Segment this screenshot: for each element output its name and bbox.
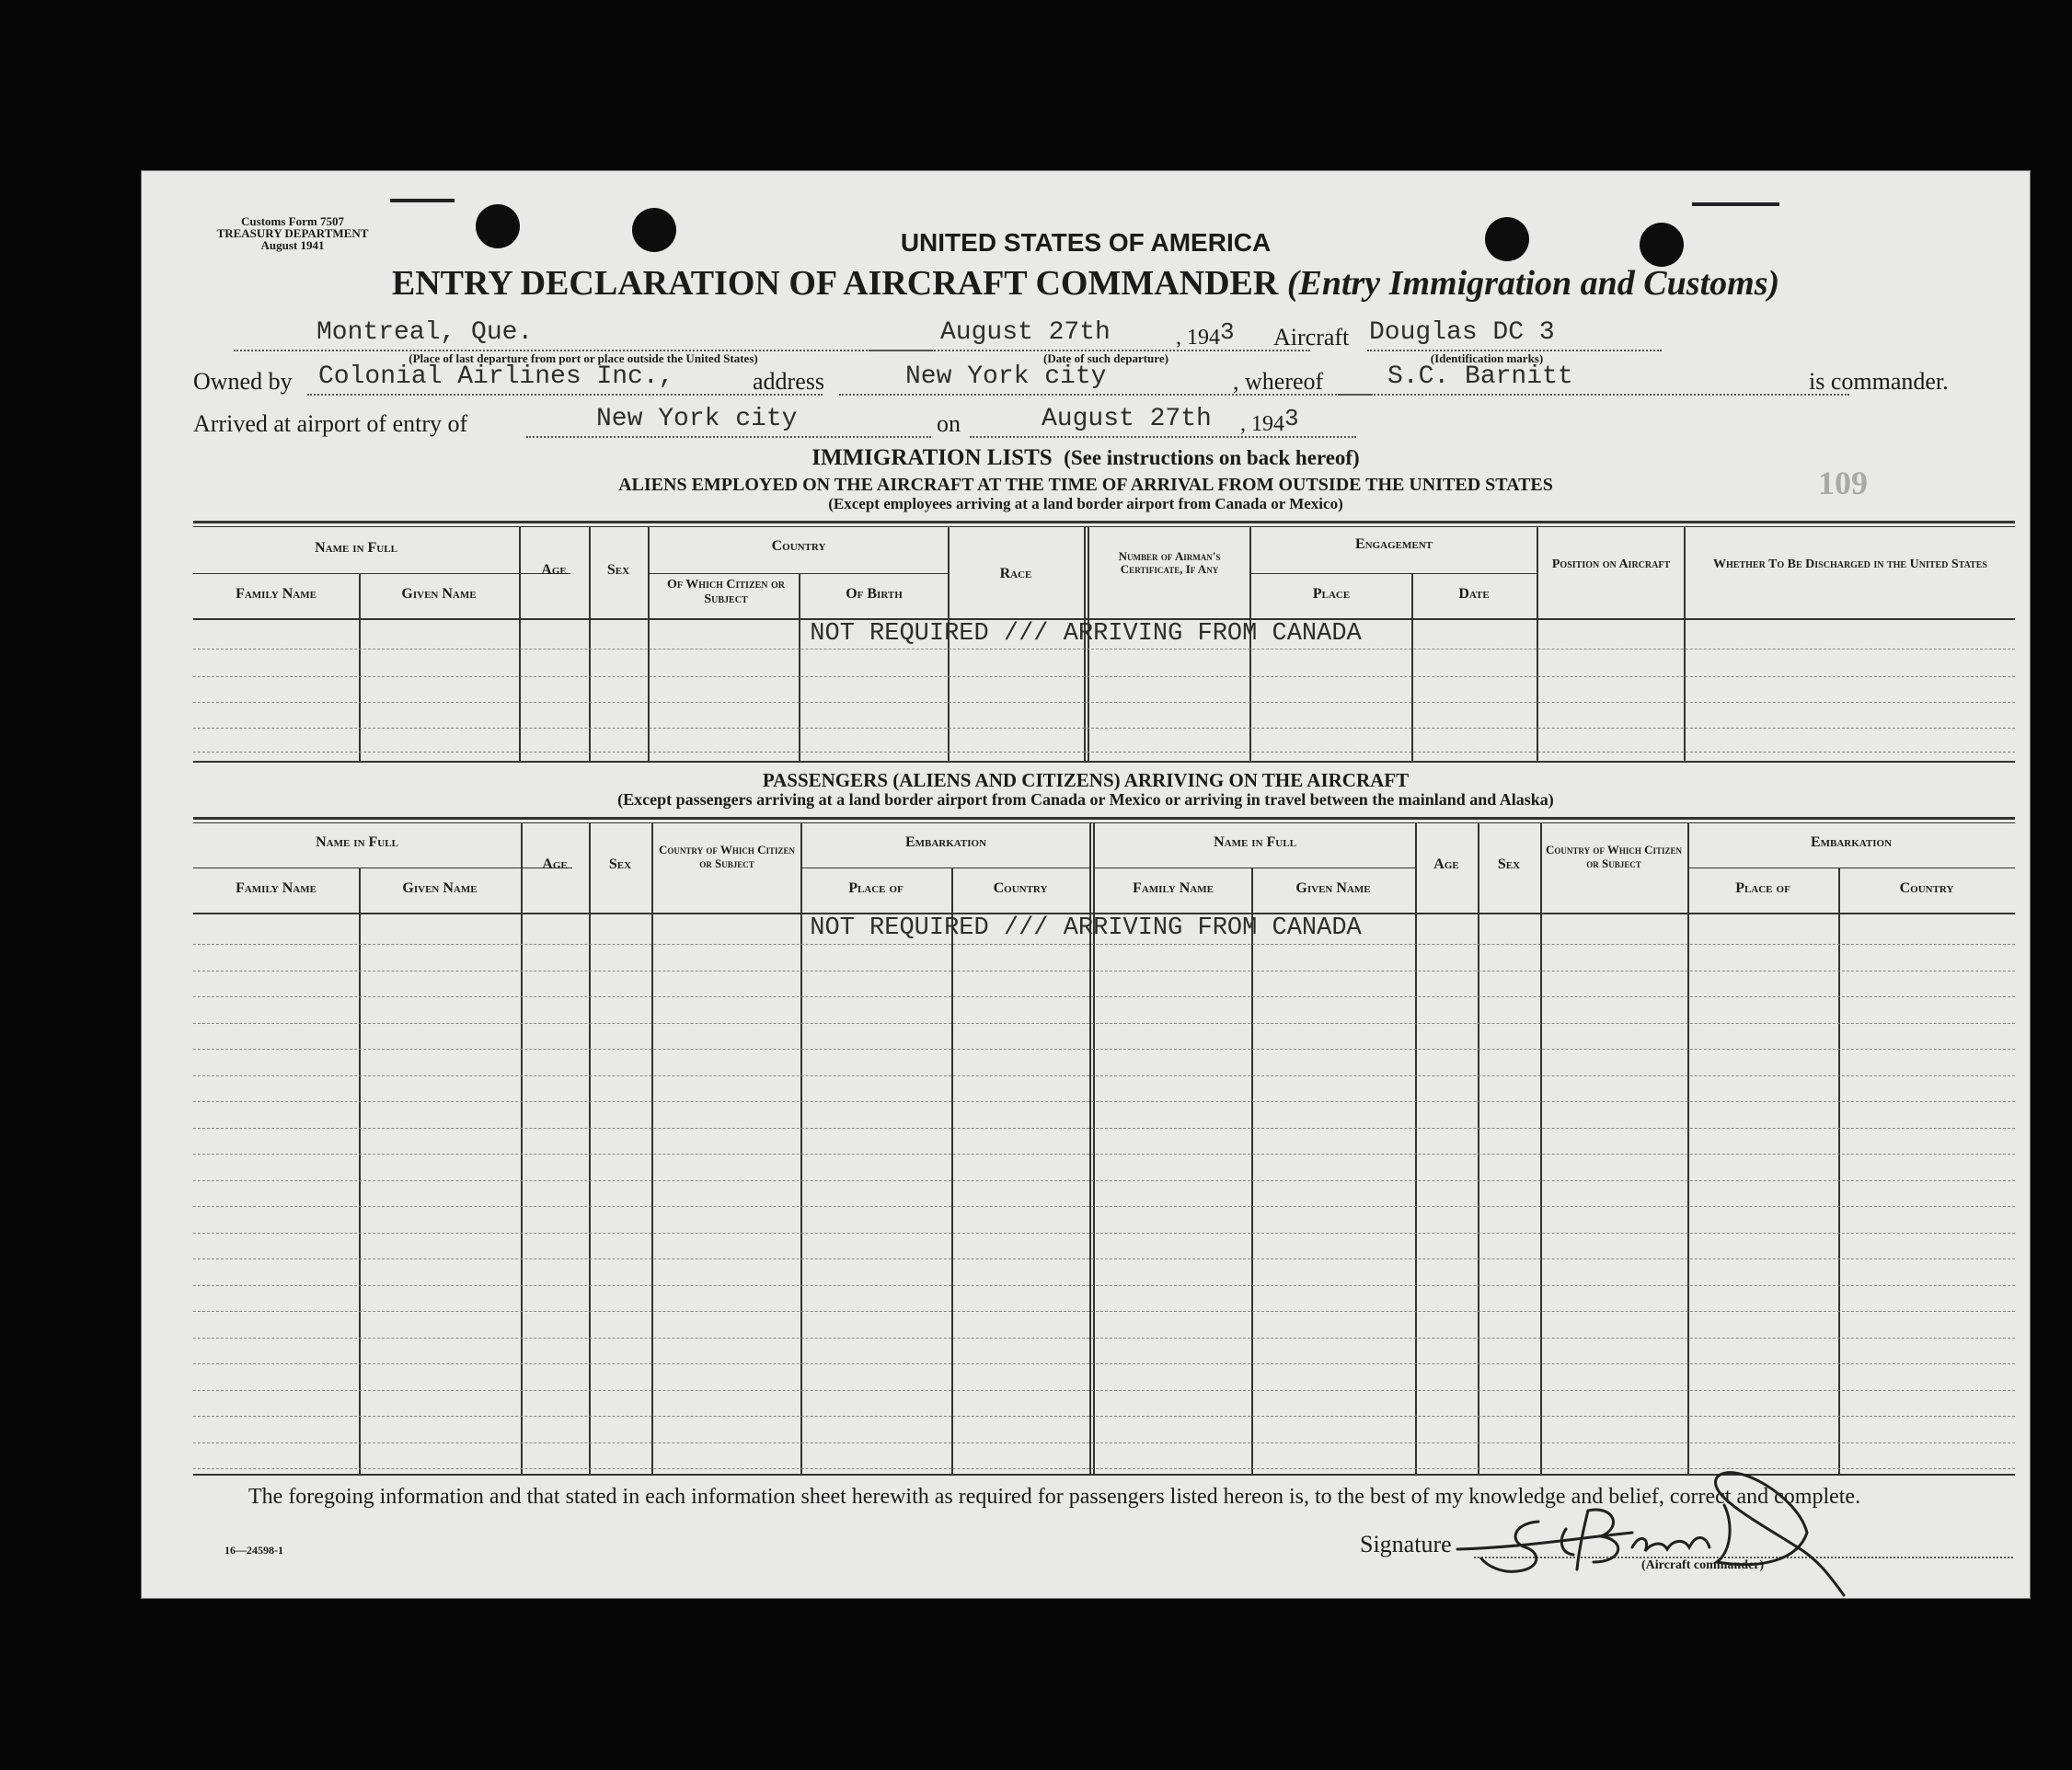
title-paren: (Entry Immigration and Customs)	[1286, 264, 1780, 303]
commander-name: S.C. Barnitt	[1387, 362, 1573, 391]
passengers-subtitle: (Except passengers arriving at a land border airport from Canada or Mexico or arriving in travel between the mainland and Alaska)	[617, 790, 1554, 809]
immigration-subtitle-note: (Except employees arriving at a land border airport from Canada or Mexico)	[828, 495, 1343, 512]
col-country-citizen: Country of Which Citizen or Subject	[659, 843, 795, 870]
row-guide-line	[193, 1180, 2015, 1181]
form-title	[142, 263, 2030, 304]
row-guide-line	[193, 1416, 2015, 1417]
whereof-text: whereof	[1245, 368, 1324, 395]
immigration-subtitle: ALIENS EMPLOYED ON THE AIRCRAFT AT THE TIME OF ARRIVAL FROM OUTSIDE THE UNITED STATES	[618, 475, 1553, 495]
col-name-in-full-2: Name in Full	[1214, 834, 1296, 850]
year-digit: 3	[1284, 405, 1299, 432]
year-prefix: 194	[1187, 326, 1220, 350]
passengers-note: NOT REQUIRED /// ARRIVING FROM CANADA	[810, 914, 1362, 942]
col-family-name: Family Name	[236, 880, 317, 896]
owned-by-label: Owned by	[193, 368, 293, 395]
table1-top-rule	[193, 521, 2015, 523]
col-family-name: Family Name	[236, 586, 317, 602]
col-embarkation: Embarkation	[904, 834, 987, 850]
title-main: ENTRY DECLARATION OF AIRCRAFT COMMANDER	[391, 264, 1279, 303]
col-position: Position on Aircraft	[1551, 557, 1671, 571]
form-code: 16—24598-1	[224, 1544, 283, 1557]
form-sheet	[142, 171, 2030, 1598]
table2-bottom-rule	[193, 1474, 2015, 1476]
aircraft-caption: (Identification marks)	[1430, 351, 1544, 365]
col-place-of: Place of	[848, 880, 904, 896]
owner-address: New York city	[905, 362, 1107, 391]
form-number: Customs Form 7507	[241, 214, 344, 228]
col-country: Country	[771, 538, 826, 554]
row-guide-line	[193, 1285, 2015, 1286]
whereof-label: , whereof	[1233, 368, 1324, 395]
col-given-name-2: Given Name	[1295, 880, 1371, 896]
table2-top-rule	[193, 817, 2015, 820]
col-name-in-full: Name in Full	[316, 834, 398, 850]
row-guide-line	[193, 996, 2015, 997]
pen-mark	[1692, 202, 1779, 206]
col-discharged: Whether To Be Discharged in the United States	[1713, 557, 1987, 571]
aliens-note: NOT REQUIRED /// ARRIVING FROM CANADA	[810, 620, 1362, 648]
col-place-of-2: Place of	[1735, 880, 1790, 896]
country-heading: UNITED STATES OF AMERICA	[900, 228, 1272, 257]
col-country: Country	[993, 880, 1048, 896]
col-given-name: Given Name	[401, 586, 477, 602]
immigration-title	[142, 445, 2030, 471]
col-sex-2: Sex	[1497, 856, 1521, 872]
col-country-2: Country	[1899, 880, 1954, 896]
row-guide-line	[193, 1311, 2015, 1312]
departure-date: August 27th	[940, 318, 1111, 347]
signature-caption: (Aircraft commander)	[1641, 1558, 1765, 1572]
row-guide-line	[193, 1206, 2015, 1207]
is-commander-label: is commander.	[1809, 368, 1949, 395]
table1-bottom-rule	[193, 761, 2015, 763]
col-name-in-full: Name in Full	[315, 540, 397, 556]
year-prefix: 194	[1251, 412, 1284, 436]
declaration-text: The foregoing information and that stated in each information sheet herewith as required for passengers listed hereon is, to the best of my knowledge and belief, correct and complete.	[248, 1485, 1861, 1509]
form-date: August 1941	[260, 238, 325, 252]
arrival-date: August 27th	[1042, 405, 1212, 433]
departure-year: , 1943	[1176, 318, 1235, 350]
immigration-title-note: (See instructions on back hereof)	[1064, 446, 1360, 469]
aircraft-label: Aircraft	[1273, 324, 1350, 351]
col-age: Age	[542, 856, 568, 872]
col-embarkation-2: Embarkation	[1810, 834, 1893, 850]
row-guide-line	[193, 1101, 2015, 1102]
row-guide-line	[193, 1468, 2015, 1469]
pen-mark	[390, 199, 455, 202]
col-sex: Sex	[608, 856, 632, 872]
col-place: Place	[1312, 586, 1351, 602]
col-age: Age	[541, 562, 567, 578]
address-label: address	[753, 368, 824, 395]
row-guide-line	[193, 1363, 2015, 1364]
departure-date-caption: (Date of such departure)	[1043, 351, 1168, 365]
col-engagement: Engagement	[1354, 536, 1433, 552]
signature-line	[1474, 1538, 2013, 1558]
col-given-name: Given Name	[402, 880, 478, 896]
signature-label: Signature	[1360, 1531, 1452, 1557]
col-race: Race	[999, 566, 1032, 581]
col-date: Date	[1458, 586, 1490, 602]
passengers-title: PASSENGERS (ALIENS AND CITIZENS) ARRIVING ON THE AIRCRAFT	[762, 769, 1410, 791]
row-guide-line	[193, 944, 2015, 945]
row-guide-line	[193, 1442, 2015, 1443]
col-citizen-of: Of Which Citizen or Subject	[666, 578, 786, 606]
stamp-number: 109	[1818, 465, 1868, 501]
departure-place-caption: (Place of last departure from port or place outside the United States)	[409, 351, 758, 365]
row-guide-line	[193, 1075, 2015, 1076]
col-sex: Sex	[606, 562, 630, 578]
immigration-title-text: IMMIGRATION LISTS	[812, 445, 1053, 470]
row-guide-line	[193, 1338, 2015, 1339]
row-guide-line	[193, 1390, 2015, 1391]
aircraft-id: Douglas DC 3	[1369, 318, 1555, 347]
row-guide-line	[193, 1023, 2015, 1024]
on-label: on	[937, 410, 961, 437]
departure-place: Montreal, Que.	[317, 318, 534, 347]
row-guide-line	[193, 1049, 2015, 1050]
col-family-name-2: Family Name	[1133, 880, 1214, 896]
row-guide-line	[193, 1233, 2015, 1234]
arrival-place: New York city	[596, 405, 798, 433]
arrival-year: , 1943	[1240, 405, 1299, 436]
row-guide-line	[193, 1128, 2015, 1129]
col-age-2: Age	[1433, 856, 1459, 872]
arrived-label: Arrived at airport of entry of	[193, 410, 468, 437]
department: TREASURY DEPARTMENT	[216, 226, 369, 240]
row-guide-line	[193, 1154, 2015, 1155]
col-of-birth: Of Birth	[846, 586, 903, 602]
col-country-citizen-2: Country of Which Citizen or Subject	[1546, 843, 1682, 870]
year-digit: 3	[1220, 318, 1235, 346]
owner-value: Colonial Airlines Inc.,	[318, 362, 674, 391]
col-airman-cert: Number of Airman's Certificate, If Any	[1118, 549, 1221, 576]
